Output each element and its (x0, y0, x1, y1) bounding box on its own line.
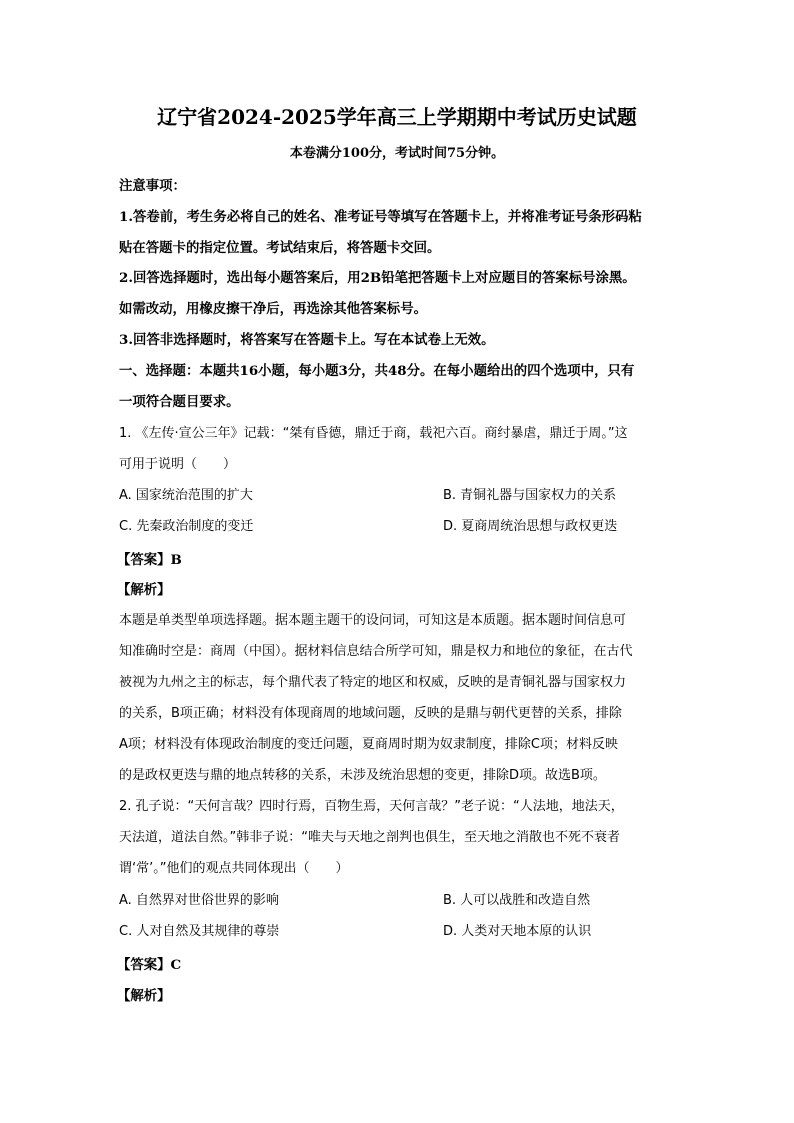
question-1-option-b: B. 青铜礼器与国家权力的关系 (443, 488, 617, 503)
notice-line: 如需改动，用橡皮擦干净后，再选涂其他答案标号。 (119, 301, 427, 317)
question-1-option-d: D. 夏商周统治思想与政权更迭 (443, 519, 618, 534)
notice-line: 2.回答选择题时，选出每小题答案后，用2B铅笔把答题卡上对应题目的答案标号涂黑。 (119, 270, 636, 286)
exam-info: 本卷满分100分，考试时间75分钟。 (289, 146, 505, 161)
question-2-stem: 谓‘常’。”他们的观点共同体现出（ ） (119, 861, 349, 876)
question-2-stem: 天法道，道法自然。”韩非子说：“唯夫与天地之剖判也俱生，至天地之消散也不死不衰者 (119, 830, 620, 845)
analysis-line: 的是政权更迭与鼎的地点转移的关系，未涉及统治思想的变更，排除D项。故选B项。 (119, 768, 606, 783)
question-2-stem: 2. 孔子说：“天何言哉？四时行焉，百物生焉，天何言哉？”老子说：“人法地，地法天， (119, 799, 624, 814)
page-title: 辽宁省2024-2025学年高三上学期期中考试历史试题 (157, 105, 637, 129)
analysis-line: 被视为九州之主的标志，每个鼎代表了特定的地区和权威，反映的是青铜礼器与国家权力 (119, 675, 627, 690)
notice-heading: 注意事项： (119, 178, 186, 194)
question-2-option-b: B. 人可以战胜和改造自然 (443, 893, 591, 908)
question-1-analysis-label: 【解析】 (117, 582, 171, 598)
analysis-line: 的关系，B项正确；材料没有体现商周的地域问题，反映的是鼎与朝代更替的关系，排除 (119, 706, 622, 721)
notice-line: 3.回答非选择题时，将答案写在答题卡上。写在本试卷上无效。 (119, 332, 495, 348)
question-1-answer: 【答案】B (117, 552, 182, 568)
question-2-option-a: A. 自然界对世俗世界的影响 (119, 893, 279, 908)
question-2-option-c: C. 人对自然及其规律的尊崇 (119, 924, 280, 939)
notice-line: 1.答卷前，考生务必将自己的姓名、准考证号等填写在答题卡上，并将准考证号条形码粘 (119, 209, 642, 225)
question-2-answer: 【答案】C (117, 957, 182, 973)
question-1-option-a: A. 国家统治范围的扩大 (119, 488, 253, 503)
question-2-option-d: D. 人类对天地本原的认识 (443, 924, 592, 939)
section-heading: 一、选择题：本题共16小题，每小题3分，共48分。在每小题给出的四个选项中，只有 (119, 363, 635, 379)
question-1-option-c: C. 先秦政治制度的变迁 (119, 519, 254, 534)
question-2-analysis-label: 【解析】 (117, 988, 171, 1004)
analysis-line: A项；材料没有体现政治制度的变迁问题，夏商周时期为奴隶制度，排除C项；材料反映 (119, 737, 618, 752)
section-heading: 一项符合题目要求。 (119, 394, 240, 410)
analysis-line: 本题是单类型单项选择题。据本题主题干的设问词，可知这是本质题。据本题时间信息可 (119, 613, 627, 628)
question-1-stem: 可用于说明（ ） (119, 457, 237, 472)
analysis-line: 知准确时空是：商周（中国）。据材料信息结合所学可知，鼎是权力和地位的象征，在古代 (119, 644, 633, 659)
notice-line: 贴在答题卡的指定位置。考试结束后，将答题卡交回。 (119, 240, 441, 256)
question-1-stem: 1. 《左传·宣公三年》记载：“桀有昏德，鼎迁于商，载祀六百。商纣暴虐，鼎迁于周。”这 (119, 426, 628, 441)
